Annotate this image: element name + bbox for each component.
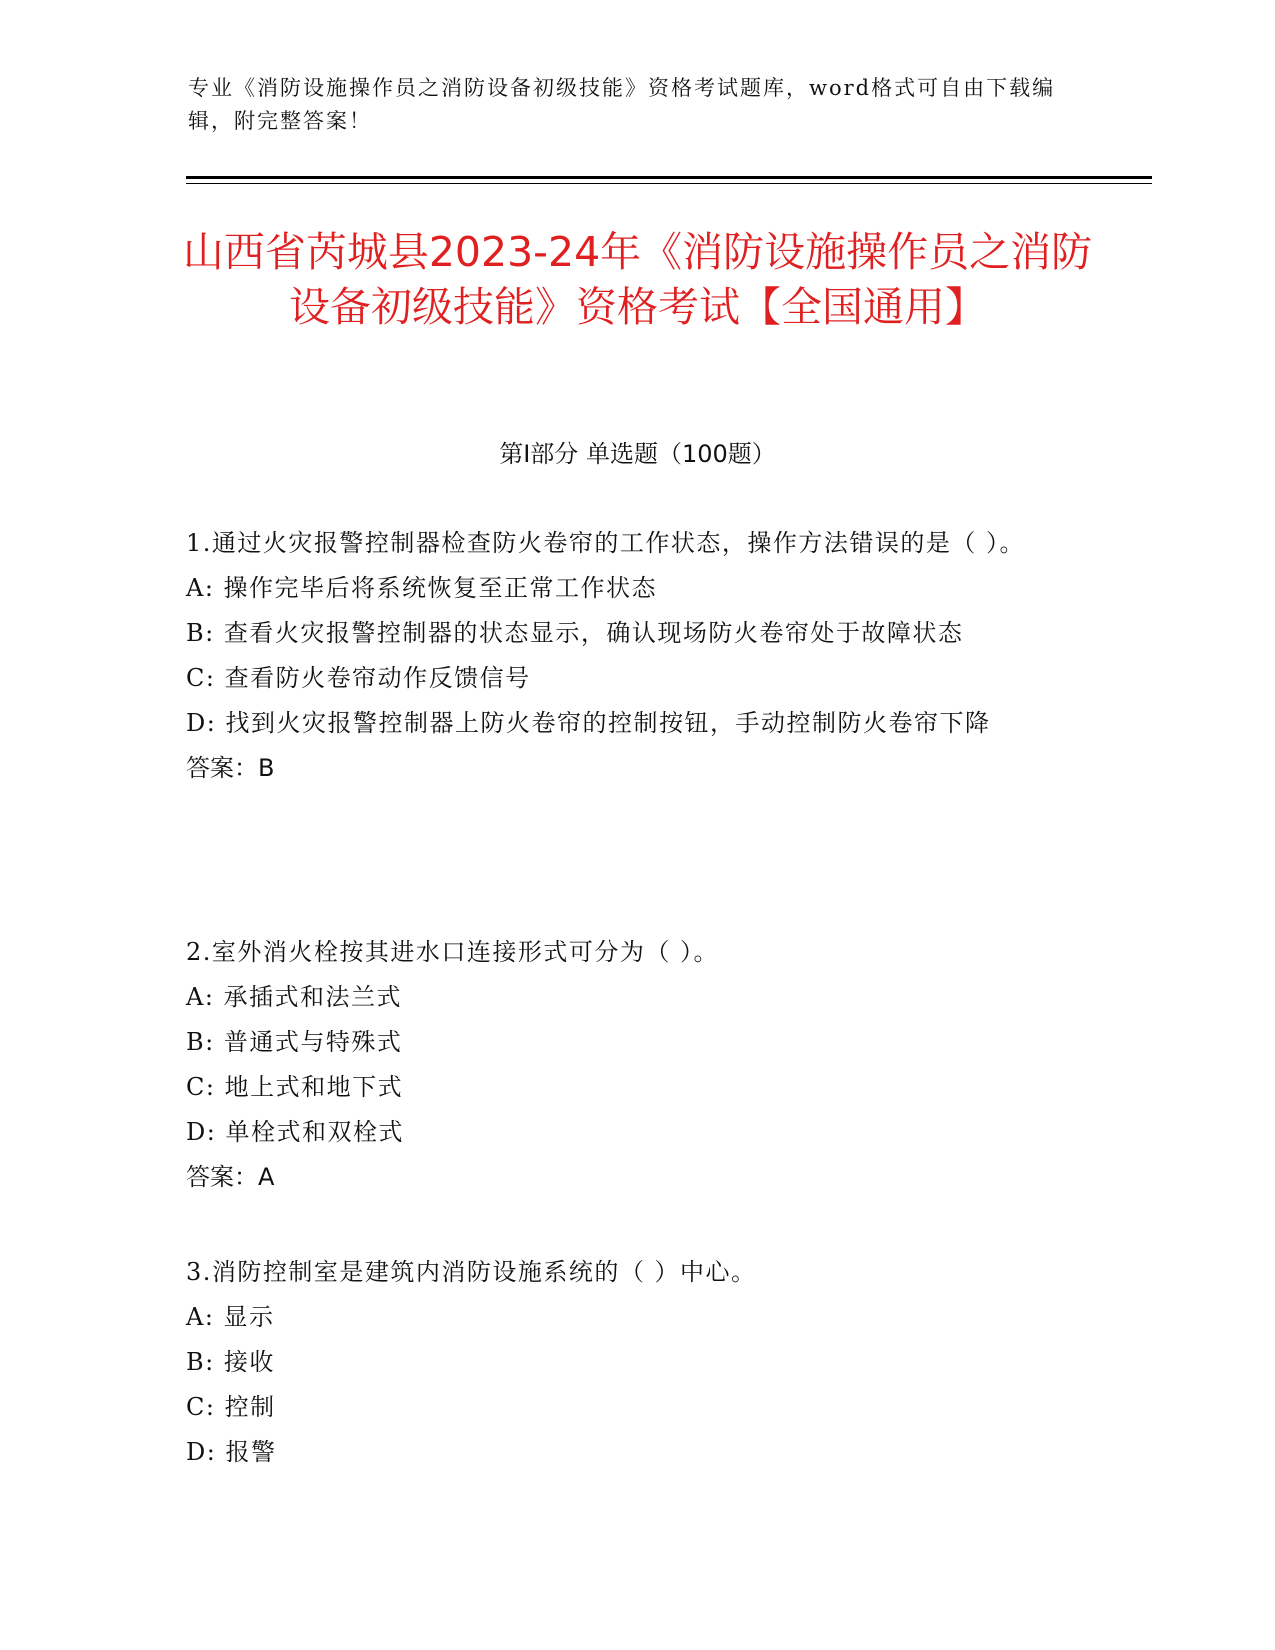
option-a: A: 操作完毕后将系统恢复至正常工作状态: [186, 574, 658, 602]
option-a: A: 承插式和法兰式: [186, 983, 403, 1011]
question-stem: 1.通过火灾报警控制器检查防火卷帘的工作状态，操作方法错误的是（ ）。: [186, 529, 1026, 557]
option-d: D: 报警: [186, 1438, 277, 1466]
answer: 答案：A: [186, 1163, 275, 1191]
option-b: B: 查看火灾报警控制器的状态显示，确认现场防火卷帘处于故障状态: [186, 619, 964, 647]
document-title: 山西省芮城县2023-24年《消防设施操作员之消防设备初级技能》资格考试【全国通用】: [182, 228, 1093, 331]
question-stem: 2.室外消火栓按其进水口连接形式可分为（ ）。: [186, 938, 720, 966]
option-c: C: 地上式和地下式: [186, 1073, 404, 1101]
question-3: [186, 1250, 1076, 1475]
option-d: D: 单栓式和双栓式: [186, 1118, 404, 1146]
option-b: B: 普通式与特殊式: [186, 1028, 403, 1056]
intro-text: 专业《消防设施操作员之消防设备初级技能》资格考试题库，word格式可自由下载编辑，附完整答案！: [188, 76, 1056, 133]
option-d: D: 找到火灾报警控制器上防火卷帘的控制按钮，手动控制防火卷帘下降: [186, 709, 991, 737]
option-c: C: 查看防火卷帘动作反馈信号: [186, 664, 531, 692]
header-rule-thin: [186, 183, 1152, 184]
section-title: 第I部分 单选题（100题）: [499, 440, 776, 468]
question-stem: 3.消防控制室是建筑内消防设施系统的（ ）中心。: [186, 1258, 757, 1286]
header-rule-thick: [186, 176, 1152, 179]
option-b: B: 接收: [186, 1348, 275, 1376]
answer: 答案：B: [186, 754, 275, 782]
question-2: [186, 930, 1076, 1200]
question-1: [186, 521, 1076, 791]
option-c: C: 控制: [186, 1393, 276, 1421]
option-a: A: 显示: [186, 1303, 275, 1331]
